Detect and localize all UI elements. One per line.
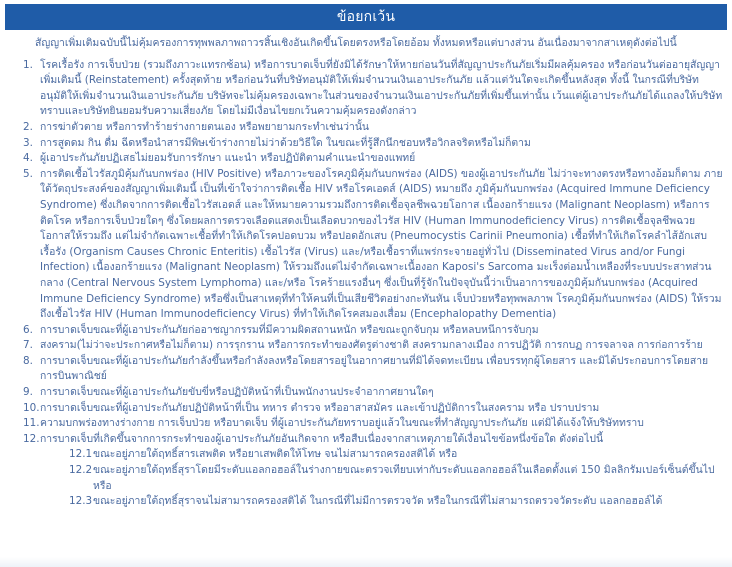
item-text: สงคราม(ไม่ว่าจะประกาศหรือไม่ก็ตาม) การรุกราน หรือการกระทำของศัตรูต่างชาติ สงครามกลางเมือง การปฏิวัติ การกบฏ การจลาจล การก่อการร้าย bbox=[40, 339, 703, 352]
list-item bbox=[23, 136, 723, 152]
sub-list-item bbox=[23, 494, 723, 510]
list-item bbox=[23, 354, 723, 385]
sub-item-number: 12.2 bbox=[69, 464, 93, 477]
item-number: 8. bbox=[23, 354, 33, 367]
item-number: 2. bbox=[23, 120, 33, 133]
item-text: โรคเรื้อรัง การเจ็บป่วย (รวมถึงภาวะแทรกซ้อน) หรือการบาดเจ็บที่ยังมิได้รักษาให้หายก่อนวันที่สัญญาประกันภัยเริ่มมีผลคุ้มครอง หรือก่อนวันต่ออายุสัญญาเพิ่มเติมนี้ (Reinstatement) ครั้งสุดท้าย หรือก่อนวันที่บริษัทอนุมัติให้เพิ่มจำนวนเงินเอาประกันภัย แล้วแต่วันใดจะเกิดขึ้นหลังสุด ทั้งนี้ ในกรณีที่บริษัทอนุมัติให้เพิ่มจำนวนเงินเอาประกันภัย บริษัทจะไม่คุ้มครองเฉพาะในส่วนของจำนวนเงินเอาประกันภัยที่เพิ่มขึ้นเท่านั้น เว้นแต่ผู้เอาประกันภัยได้แถลงให้บริษัททราบและบริษัทยินยอมรับความเสี่ยงภัย โดยไม่มีเงื่อนไขยกเว้นความคุ้มครองดังกล่าว bbox=[40, 58, 723, 118]
exclusions-content bbox=[23, 36, 723, 510]
list-item bbox=[23, 416, 723, 432]
item-text: การฆ่าตัวตาย หรือการทำร้ายร่างกายตนเอง หรือพยายามกระทำเช่นว่านั้น bbox=[40, 120, 370, 133]
sub-item-number: 12.3 bbox=[69, 495, 93, 508]
item-number: 12. bbox=[23, 432, 40, 445]
item-number: 11. bbox=[23, 417, 40, 430]
sub-item-text: ขณะอยู่ภายใต้ฤทธิ์สารเสพติด หรือยาเสพติดให้โทษ จนไม่สามารถครองสติได้ หรือ bbox=[93, 448, 458, 461]
item-number: 7. bbox=[23, 339, 33, 352]
item-text: การบาดเจ็บขณะที่ผู้เอาประกันภัยก่ออาชญากรรมที่มีความผิดสถานหนัก หรือขณะถูกจับกุม หรือหลบหนีการจับกุม bbox=[40, 323, 539, 336]
exclusion-list bbox=[23, 58, 723, 510]
list-item bbox=[23, 385, 723, 401]
item-text: การบาดเจ็บขณะที่ผู้เอาประกันภัยกำลังขึ้นหรือกำลังลงหรือโดยสารอยู่ในอากาศยานที่มิได้จดทะเบียน เพื่อบรรทุกผู้โดยสาร และมิได้ประกอบการโดยสายการบินพาณิชย์ bbox=[40, 354, 709, 383]
list-item bbox=[23, 151, 723, 167]
list-item bbox=[23, 432, 723, 448]
list-item bbox=[23, 338, 723, 354]
list-item bbox=[23, 323, 723, 339]
sub-item-text: ขณะอยู่ภายใต้ฤทธิ์สุราจนไม่สามารถครองสติได้ ในกรณีที่ไม่มีการตรวจวัด หรือในกรณีที่ไม่สามารถตรวจวัดระดับ แอลกอฮอล์ได้ bbox=[93, 495, 663, 508]
item-text: การบาดเจ็บที่เกิดขึ้นจากการกระทำของผู้เอาประกันภัยอันเกิดจาก หรือสืบเนื่องจากสาเหตุภายใต้เงื่อนไขข้อหนึ่งข้อใด ดังต่อไปนี้ bbox=[40, 432, 604, 445]
item-number: 1. bbox=[23, 58, 33, 71]
list-item bbox=[23, 167, 723, 323]
item-text: การสูดดม กิน ดื่ม ฉีดหรือนำสารมีพิษเข้าร่างกายไม่ว่าด้วยวิธีใด ในขณะที่รู้สึกนึกชอบหรือวิกลจริตหรือไม่ก็ตาม bbox=[40, 136, 531, 149]
item-text: ความบกพร่องทางร่างกาย การเจ็บป่วย หรือบาดเจ็บ ที่ผู้เอาประกันภัยทราบอยู่แล้วในขณะที่ทำสัญญาประกันภัย แต่มิได้แจ้งให้บริษัททราบ bbox=[40, 417, 644, 430]
item-text: ผู้เอาประกันภัยปฏิเสธไม่ยอมรับการรักษา แนะนำ หรือปฏิบัติตามคำแนะนำของแพทย์ bbox=[40, 152, 416, 165]
sub-list-item bbox=[23, 463, 723, 494]
section-title: ข้อยกเว้น bbox=[336, 9, 396, 25]
item-text: การติดเชื้อไวรัสภูมิคุ้มกันบกพร่อง (HIV Positive) หรือภาวะของโรคภูมิคุ้มกันบกพร่อง (AIDS) ของผู้เอาประกันภัย ไม่ว่าจะทางตรงหรือทางอ้อมก็ตาม ภายใต้วัตถุประสงค์ของสัญญาเพิ่มเติมนี้ เป็นที่เข้าใจว่าการติดเชื้อ HIV หรือโรคเอดส์ (AIDS) หมายถึง ภูมิคุ้มกันบกพร่อง (Acquired Immune Deficiency Syndrome) ซึ่งเกิดจากการติดเชื้อไวรัสเอดส์ และให้หมายความรวมถึงการติดเชื้อจุลชีพฉวยโอกาส เนื้องอกร้ายแรง (Malignant Neoplasm) หรือการติดโรค หรือการเจ็บป่วยใดๆ ซึ่งโดยผลการตรวจเลือดแสดงเป็นเลือดบวกของไวรัส HIV (Human Immunodeficiency Virus) การติดเชื้อจุลชีพฉวยโอกาสให้รวมถึง แต่ไม่จำกัดเฉพาะเชื้อที่ทำให้เกิดโรคปอดบวม หรือปอดอักเสบ (Pneumocystis Carinii Pneumonia) เชื้อที่ทำให้เกิดโรคลำไส้อักเสบเรื้อรัง (Organism Causes Chronic Enteritis) เชื้อไวรัส (Virus) และ/หรือเชื้อราที่แพร่กระจายอยู่ทั่วไป (Disseminated Virus and/or Fungi Infection) เนื้องอกร้ายแรง (Malignant Neoplasm) ให้รวมถึงแต่ไม่จำกัดเฉพาะเนื้องอก Kaposi's Sarcoma มะเร็งต่อมน้ำเหลืองที่ระบบประสาทส่วนกลาง (Central Nervous System Lymphoma) และ/หรือ โรคร้ายแรงอื่นๆ ซึ่งเป็นที่รู้จักในปัจจุบันนี้ว่าเป็นอาการของภูมิคุ้มกันบกพร่อง (Acquired Immune Deficiency Syndrome) หรือซึ่งเป็นสาเหตุที่ทำให้คนที่เป็นเสียชีวิตอย่างกะทันหัน เจ็บป่วยหรือทุพพลภาพ โรคภูมิคุ้มกันบกพร่อง (AIDS) ให้รวมถึงเชื้อไวรัส HIV (Human Immunodeficiency Virus) ที่ทำให้เกิดโรคสมองเสื่อม (Encephalopathy Dementia) bbox=[40, 167, 723, 321]
list-item bbox=[23, 401, 723, 417]
item-number: 10. bbox=[23, 401, 40, 414]
item-number: 6. bbox=[23, 323, 33, 336]
intro-paragraph: สัญญาเพิ่มเติมฉบับนี้ไม่คุ้มครองการทุพพลภาพถาวรสิ้นเชิงอันเกิดขึ้นโดยตรงหรือโดยอ้อม ทั้งหมดหรือแต่บางส่วน อันเนื่องมาจากสาเหตุดังต่อไปนี้ bbox=[35, 37, 677, 49]
sub-item-number: 12.1 bbox=[69, 448, 93, 461]
sub-item-text: ขณะอยู่ภายใต้ฤทธิ์สุราโดยมีระดับแอลกอฮอล์ในร่างกายขณะตรวจเทียบเท่ากับระดับแอลกอฮอล์ในเลือดตั้งแต่ 150 มิลลิกรัมเปอร์เซ็นต์ขึ้นไป หรือ bbox=[93, 464, 715, 492]
item-text: การบาดเจ็บขณะที่ผู้เอาประกันภัยปฏิบัติหน้าที่เป็น ทหาร ตำรวจ หรืออาสาสมัคร และเข้าปฏิบัติการในสงคราม หรือ ปราบปราม bbox=[40, 401, 600, 414]
list-item bbox=[23, 120, 723, 136]
item-number: 3. bbox=[23, 136, 33, 149]
list-item bbox=[23, 58, 723, 120]
item-number: 4. bbox=[23, 152, 33, 165]
bottom-fade bbox=[0, 557, 732, 567]
item-text: การบาดเจ็บขณะที่ผู้เอาประกันภัยขับขี่หรือปฏิบัติหน้าที่เป็นพนักงานประจำอากาศยานใดๆ bbox=[40, 386, 434, 399]
item-number: 9. bbox=[23, 386, 33, 399]
item-number: 5. bbox=[23, 167, 33, 180]
section-header bbox=[5, 4, 727, 30]
sub-list-item bbox=[23, 447, 723, 463]
